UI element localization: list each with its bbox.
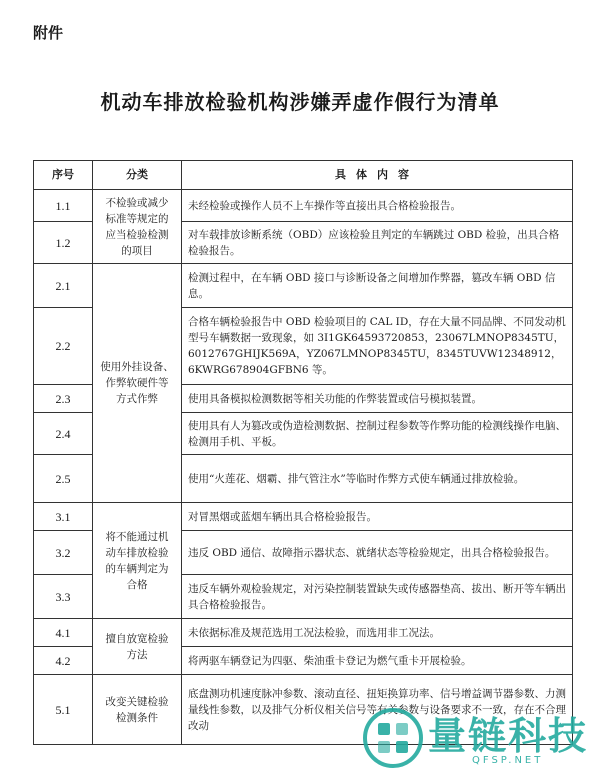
row-content: 合格车辆检验报告中 OBD 检验项目的 CAL ID，存在大量不同品牌、不同发动机型号车辆数据一致现象，如 3I1GK64593720853，23067LMNOP8345TU，6012767GHIJK569A，YZ067LMNOP8345TU，8345TUVW12348912，6KWRG678904GFBN6 等。 — [182, 308, 573, 385]
behavior-list-table — [33, 160, 573, 745]
row-number: 3.1 — [34, 503, 93, 531]
watermark — [362, 701, 592, 773]
table-header-row — [34, 161, 573, 190]
row-content: 未依据标准及规范选用工况法检验，而选用非工况法。 — [182, 619, 573, 647]
row-content: 使用“火莲花、烟霸、排气管注水”等临时作弊方式使车辆通过排放检验。 — [182, 455, 573, 503]
row-number: 2.5 — [34, 455, 93, 503]
row-number: 3.3 — [34, 575, 93, 619]
row-number: 2.1 — [34, 264, 93, 308]
row-content: 违反 OBD 通信、故障指示器状态、就绪状态等检验规定，出具合格检验报告。 — [182, 531, 573, 575]
row-content: 未经检验或操作人员不上车操作等直接出具合格检验报告。 — [182, 190, 573, 222]
category-cell: 改变关键检验 检测条件 — [93, 675, 182, 745]
row-number: 4.1 — [34, 619, 93, 647]
header-category: 分类 — [93, 161, 182, 190]
row-content: 对车载排放诊断系统（OBD）应该检验且判定的车辆跳过 OBD 检验，出具合格检验报告。 — [182, 222, 573, 264]
watermark-subtext: QFSP.NET — [472, 755, 544, 766]
row-content: 将两驱车辆登记为四驱、柴油重卡登记为燃气重卡开展检验。 — [182, 647, 573, 675]
category-cell: 擅自放宽检验 方法 — [93, 619, 182, 675]
row-number: 3.2 — [34, 531, 93, 575]
row-content: 检测过程中，在车辆 OBD 接口与诊断设备之间增加作弊器，篡改车辆 OBD 信息。 — [182, 264, 573, 308]
attachment-label: 附件 — [33, 24, 64, 42]
row-number: 2.3 — [34, 385, 93, 413]
category-cell: 不检验或减少 标准等规定的 应当检验检测 的项目 — [93, 190, 182, 264]
row-number: 5.1 — [34, 675, 93, 745]
header-seq: 序号 — [34, 161, 93, 190]
watermark-logo-icon — [362, 707, 424, 769]
row-number: 2.2 — [34, 308, 93, 385]
row-content: 底盘测功机速度脉冲参数、滚动直径、扭矩换算功率、信号增益调节器参数、力测量线性参数，以及排气分析仪相关信号等有关参数与设备要求不一致，存在不合理改动 — [182, 675, 573, 745]
row-number: 4.2 — [34, 647, 93, 675]
watermark-text: 量链科技 — [428, 714, 589, 758]
category-cell: 使用外挂设备、 作弊软硬件等 方式作弊 — [93, 264, 182, 503]
row-content: 使用具有人为篡改或伪造检测数据、控制过程参数等作弊功能的检测线操作电脑、检测用手机、平板。 — [182, 413, 573, 455]
table-row — [34, 190, 573, 222]
row-number: 2.4 — [34, 413, 93, 455]
document-title: 机动车排放检验机构涉嫌弄虚作假行为清单 — [100, 90, 500, 114]
table-row — [34, 503, 573, 531]
row-number: 1.2 — [34, 222, 93, 264]
row-content: 违反车辆外观检验规定，对污染控制装置缺失或传感器垫高、拔出、断开等车辆出具合格检验报告。 — [182, 575, 573, 619]
row-number: 1.1 — [34, 190, 93, 222]
row-content: 使用具备模拟检测数据等相关功能的作弊装置或信号模拟装置。 — [182, 385, 573, 413]
table-row — [34, 619, 573, 647]
table-row — [34, 264, 573, 308]
header-content: 具体内容 — [182, 161, 573, 190]
row-content: 对冒黑烟或蓝烟车辆出具合格检验报告。 — [182, 503, 573, 531]
category-cell: 将不能通过机 动车排放检验 的车辆判定为 合格 — [93, 503, 182, 619]
